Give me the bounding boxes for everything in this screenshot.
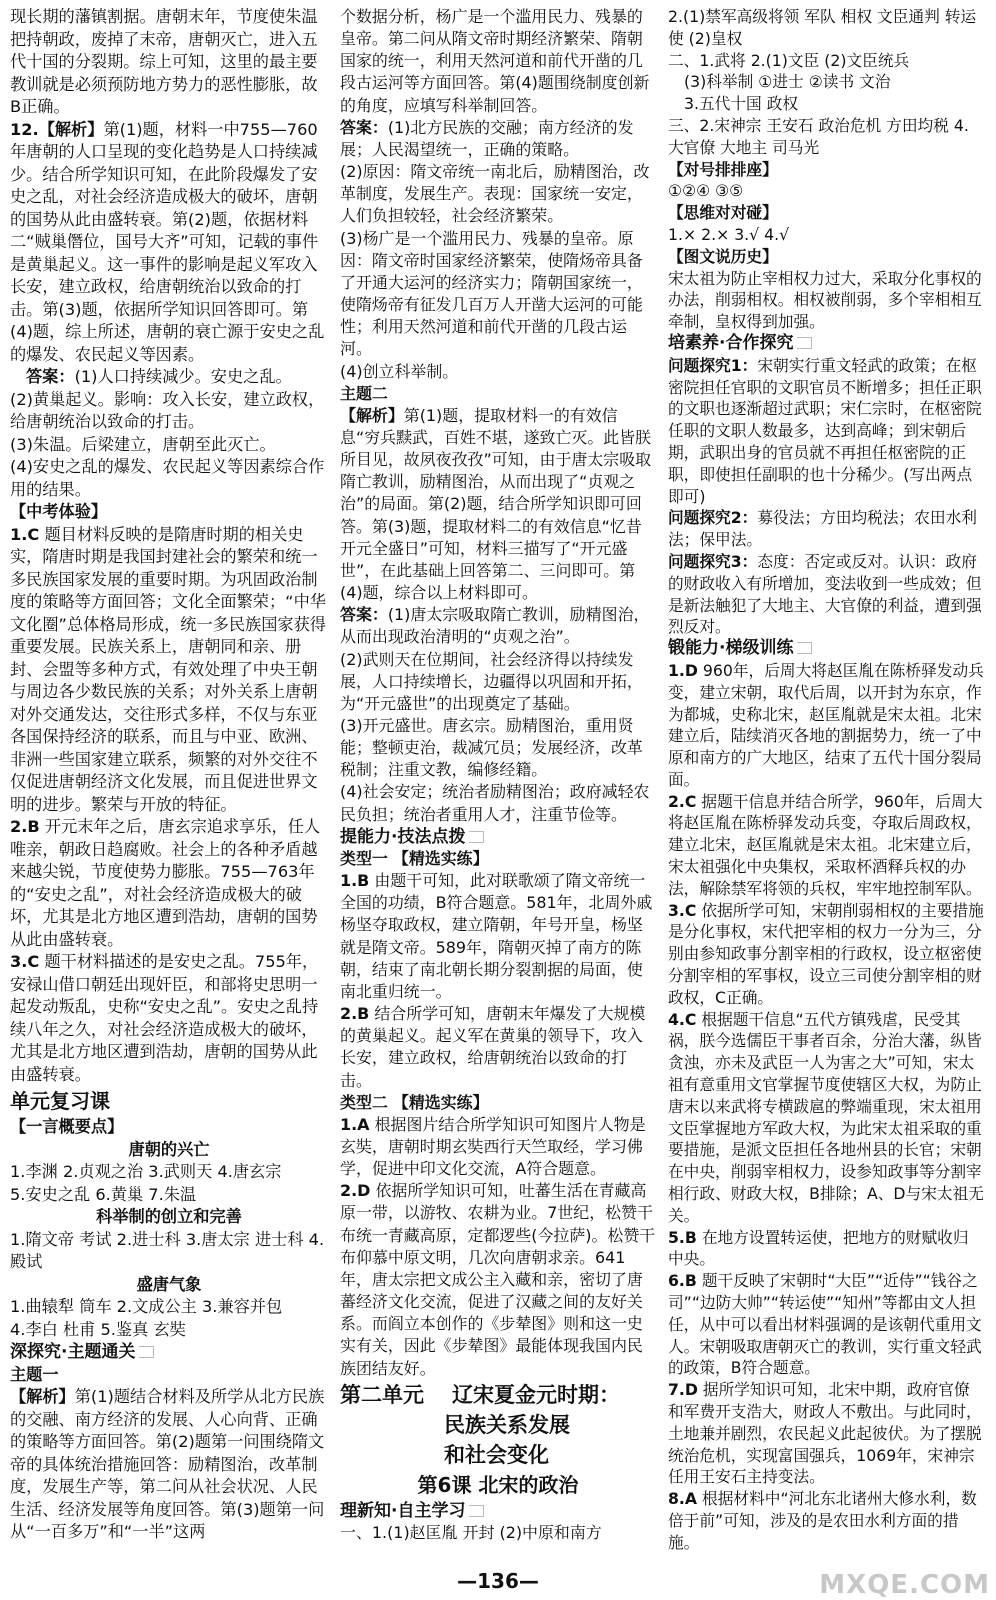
fill-line: (3)科举制 ①进士 ②读书 文治 <box>684 72 891 92</box>
review-title: 单元复习课 <box>10 1089 110 1113</box>
type-one: 类型一 【精选实练】 <box>340 848 489 868</box>
answer-line: (3)杨广是一个滥用民力、残暴的皇帝。原因：隋文帝时国家经济繁荣，使隋炀帝具备了开通大运河的经济实力；隋朝国家统一，使隋炀帝有征发几百万人开凿大运河的可能性；利用天然河道和前代开凿的几段古运河。 <box>340 228 643 359</box>
zk-item-2: 2.B 开元末年之后，唐玄宗追求享乐，任人唯亲，朝政日趋腐败。社会上的各种矛盾越来越尖锐，节度使势力膨胀。755—763年的“安史之乱”，对社会经济造成极大的破坏，尤其是北方地区遭到浩劫，唐朝的国势从此由盛转衰。 <box>10 817 321 949</box>
answer-label: 答案： <box>26 367 75 386</box>
pair-answer: ①②④ ③⑤ <box>668 181 744 201</box>
fill-line: 一、1.(1)赵匡胤 开封 (2)中原和南方 <box>340 1522 602 1542</box>
think-answer: 1.× 2.× 3.√ 4.√ <box>668 224 790 244</box>
heading-tang: 唐朝的兴亡 <box>128 1139 210 1159</box>
zk-item-1: 1.C 题目材料反映的是隋唐时期的相关史实，隋唐时期是我国封建社会的繁荣和统一多民族国家发展的重要时期。为巩固政治制度的策略等方面回答；文化全面繁荣；“中华文化圈”总体格局形成，统一多民族国家获得重要发展。民族关系上，唐朝同和亲、册封、会盟等多种方式，有效处理了中央王朝与周边各少数民族的关系；对外关系上唐朝对外交通发达，交往形式多样，不仅与东亚各国保持经济的联系，而且与中亚、欧洲、非洲一些国家建立联系，频繁的对外交往不仅促进唐朝经济文化发展，而且促进世界文明的进步。繁荣与开放的特征。 <box>10 524 326 814</box>
explore-item: 问题探究3：态度：否定或反对。认识：政府的财政收入有所增加，变法收到一些成效；但是新法触犯了大地主、大官僚的利益，遭到强烈反对。 <box>668 551 982 637</box>
column-middle <box>340 6 656 1544</box>
answer-line: (4)安史之乱的爆发、农民起义等因素综合作用的结果。 <box>10 457 325 499</box>
section-skill: 提能力·技法点拨 <box>340 826 656 848</box>
analysis-text: 第(1)题，材料一中755—760年唐朝的人口呈现的变化趋势是人口持续减少。结合所学知识可知，在此阶段爆发了安史之乱，对社会经济造成极大的破坏，唐朝的国势从此由盛转衰。第(2)题，依据材料二“贼巢僭位，国号大齐”可知，记载的事件是黄巢起义。这一事件的影响是起义军攻入长安，建立政权，给唐朝统治以致命的打击。第(3)题，依据所学知识回答即可。第(4)题，综上所述，唐朝的衰亡源于安史之乱的爆发、农民起义等因素。 <box>10 119 325 364</box>
summary-line: 5.安史之乱 6.黄巢 7.朱温 <box>10 1184 197 1204</box>
explore-item: 问题探究2：募役法；方田均税法；农田水利法；保甲法。 <box>668 508 977 550</box>
arrow-icon <box>139 1346 154 1358</box>
heading-keju: 科举制的创立和完善 <box>96 1207 242 1226</box>
column-right <box>668 6 984 1554</box>
section-zhongkao: 【中考体验】 <box>10 502 108 521</box>
answer-line: (4)社会安定；统治者励精图治；政府减轻农民负担；统治者重用人才，注重节俭等。 <box>340 782 650 824</box>
picture-text: 宋太祖为防止宰相权力过大，采取分化事权的办法，削弱相权。相权被削弱，多个宰相相互牵制，皇权得到加强。 <box>668 268 982 332</box>
section-training: 锻能力·梯级训练 <box>668 638 984 660</box>
fill-line: 三、2.宋神宗 王安石 政治危机 方田均税 4.大官僚 大地主 司马光 <box>668 115 969 157</box>
answer-line: (4)创立科举制。 <box>340 361 459 381</box>
answer-line: (2)黄巢起义。影响：攻入长安，建立政权，给唐朝统治以致命的打击。 <box>10 389 325 431</box>
answer-line: (3)开元盛世。唐玄宗。励精图治，重用贤能；整顿吏治，裁减冗员；发展经济，改革税制；注重文教，编修经籍。 <box>340 716 643 780</box>
training-item: 6.B 题干反映了宋朝时“大臣”“近侍”“钱谷之司”“边防大帅”“转运使”“知州”等都由文人担任，从中可以看出材料强调的是该朝代重用文人。宋朝吸取唐朝灭亡的教训，实行重文轻武的政策，B符合题意。 <box>668 1271 982 1378</box>
answer-line: (3)朱温。后梁建立，唐朝至此灭亡。 <box>10 434 276 454</box>
arrow-icon <box>469 1505 484 1517</box>
answer-line: 答案：(1)人口持续减少。安史之乱。 <box>26 367 292 386</box>
training-item: 8.A 根据材料中“河北东北诸州大修水利，数倍于前”可知，涉及的是农田水利方面的措施。 <box>668 1489 977 1552</box>
training-item: 4.C 根据题干信息“五代方镇残虐，民受其祸，朕今选儒臣干事者百余，分治大藩，纵皆贪浊，亦未及武臣一人为害之大”可知，宋太祖有意重用文官掌握节度使辖区大权，为防止唐末以来武将专横跋扈的弊端重现，宋太祖用文臣掌握地方军政大权，为此宋太祖采取的重要措施，是派文臣担任各地州县的长官；宋朝在中央，削弱宰相权力，设参知政事等分割宰相行政、财政大权，B排除；A、D与宋太祖无关。 <box>668 1009 984 1225</box>
skill-item: 1.B 由题干可知，此对联歌颂了隋文帝统一全国的功绩，B符合题意。581年，北周外戚杨坚夺取政权，建立隋朝，年号开皇，杨坚就是隋文帝。589年，隋朝灭掉了南方的陈朝，结束了南北朝长期分裂割据的局面，使南北重归统一。 <box>340 871 653 1001</box>
section-deep-explore: 深探究·主题通关 <box>10 1341 328 1364</box>
pair-title: 【对号排排座】 <box>668 159 778 179</box>
topic-one: 主题一 <box>10 1364 59 1384</box>
fill-line: 二、1.武将 2.(1)文臣 (2)文臣统兵 <box>668 50 910 70</box>
summary-line: 1.曲辕犁 筒车 2.文成公主 3.兼容并包 <box>10 1297 283 1316</box>
topic-one-analysis: 【解析】第(1)题结合材料及所学从北方民族的交融、南方经济的发展、人心向背、正确的策略等方面回答。第(2)题第一问围绕隋文帝的具体统治措施回答：励精图治，改革制度，发展生产等，第二问从社会状况、人民生活、经济发展等角度回答。第(3)题第一问从“一百多万”和“一半”这两 <box>10 1387 325 1541</box>
type-two: 类型二 【精选实练】 <box>340 1092 489 1112</box>
paragraph: 现长期的藩镇割据。唐朝末年，节度使朱温把持朝政，废掉了末帝，唐朝灭亡，进入五代十国的分裂期。综上可知，这里的最主要教训就是必须预防地方势力的恶性膨胀，故B正确。 <box>10 7 318 116</box>
section-new-knowledge: 理新知·自主学习 <box>340 1500 656 1522</box>
paragraph: 个数据分析，杨广是一个滥用民力、残暴的皇帝。第二问从隋文帝时期经济繁荣、隋朝国家的统一，利用天然河道和前代开凿的几段古运河等方面回答。第(4)题围绕制度创新的角度，应填写科举制回答。 <box>340 7 650 115</box>
training-item: 5.B 在地方设置转运使，把地方的财赋收归中央。 <box>668 1227 969 1269</box>
answer-line: (2)武则天在位期间，社会经济得以持续发展，人口持续增长，边疆得以巩固和开拓，为“开元盛世”的出现奠定了基础。 <box>340 649 643 713</box>
training-item: 7.D 据所学知识可知，北宋中期，政府官僚和军费开支浩大，财政人不敷出。与此同时，土地兼并剧烈，农民起义此起彼伏。为了摆脱统治危机，实现富国强兵，1069年，宋神宗任用王安石主持变法。 <box>668 1380 982 1487</box>
arrow-icon <box>797 337 812 349</box>
fill-line: 3.五代十国 政权 <box>684 94 799 114</box>
summary-title: 【一言概要点】 <box>10 1117 124 1136</box>
answer-line: 答案：(1)唐太宗吸取隋亡教训，励精图治，从而出现政治清明的“贞观之治”。 <box>340 605 650 647</box>
question-12 <box>10 119 328 367</box>
skill-item: 2.B 结合所学可知，唐朝末年爆发了大规模的黄巢起义。起义军在黄巢的领导下，攻入长安，建立政权，给唐朝统治以致命的打击。 <box>340 1004 646 1090</box>
column-left <box>10 6 328 1544</box>
topic-two-analysis: 【解析】第(1)题，提取材料一的有效信息“穷兵黩武，百姓不堪，遂致亡灭。此皆朕所目见，故夙夜孜孜”可知，由于唐太宗吸取隋亡教训，励精图治，从而出现了“贞观之治”的局面。第(2)题，结合所学知识即可回答。第(3)题，提取材料二的有效信息“忆昔开元全盛日”可知，材料三描写了“开元盛世”，在此基础上回答第二、三问即可。第(4)题，综合以上材料即可。 <box>340 405 652 603</box>
skill-item: 2.D 依据所学知识可知，吐蕃生活在青藏高原一带，以游牧、农耕为业。7世纪，松赞干布统一青藏高原，定都逻些(今拉萨)。松赞干布仰慕中原文明，几次向唐朝求亲。641年，唐太宗把文成公主入藏和亲，密切了唐蕃经济文化交流，促进了汉藏之间的友好关系。而阎立本创作的《步辇图》则和这一史实有关，因此《步辇图》最能体现我国内民族团结友好。 <box>340 1181 656 1378</box>
answer-line: 答案：(1)北方民族的交融；南方经济的发展；人民渴望统一，正确的策略。 <box>340 117 634 159</box>
topic-two: 主题二 <box>340 383 388 403</box>
training-item: 2.C 据题干信息并结合所学，960年，后周大将赵匡胤在陈桥驿发动兵变，夺取后周政权，建立北宋，赵匡胤就是宋太祖。北宋建立后，宋太祖强化中央集权，采取杯酒释兵权的办法，解除禁军将领的兵权，牢牢地控制军队。 <box>668 791 983 898</box>
question-number: 12. <box>10 119 39 139</box>
fill-line: 2.(1)禁军高级将领 军队 相权 文臣通判 转运使 (2)皇权 <box>668 7 977 48</box>
arrow-icon <box>469 831 484 843</box>
summary-line: 1.隋文帝 考试 2.进士科 3.唐太宗 进士科 4.殿试 <box>10 1229 325 1271</box>
summary-line: 4.李白 杜甫 5.鉴真 玄奘 <box>10 1319 186 1339</box>
analysis-tag: 【解析】 <box>38 119 104 139</box>
zk-item-3: 3.C 题干材料描述的是安史之乱。755年，安禄山借口朝廷出现奸臣，和部将史思明一起发动叛乱，史称“安史之乱”。安史之乱持续八年之久，对社会经济造成极大的破坏，尤其是北方地区遭到浩劫，唐朝的国势从此由盛转衰。 <box>10 952 319 1084</box>
explore-item: 问题探究1：宋朝实行重文轻武的政策；在枢密院担任官职的文职官员不断增多；担任正职的文职也逐渐超过武职；宋仁宗时，在枢密院任职的文职人数最多，达到高峰；到宋朝后期，武职出身的官员就不再担任枢密院的正职，即使担任副职的也十分稀少。(写出两点即可) <box>668 355 982 506</box>
heading-shengtang: 盛唐气象 <box>136 1274 202 1294</box>
answer-line: (2)原因：隋文帝统一南北后，励精图治，改革制度，发展生产。表现：国家统一安定，人们负担较轻，社会经济繁荣。 <box>340 162 650 226</box>
summary-line: 1.李渊 2.贞观之治 3.武则天 4.唐玄宗 <box>10 1162 282 1181</box>
skill-item: 1.A 根据图片结合所学知识可知图片人物是玄奘，唐朝时期玄奘西行天竺取经，学习佛学，促进中印文化交流，A符合题意。 <box>340 1114 646 1179</box>
watermark: MXQE.COM <box>819 1569 990 1600</box>
page-number: —136— <box>457 1568 539 1593</box>
unit-title: 第二单元 辽宋夏金元时期： 民族关系发展 和社会变化 <box>340 1382 620 1467</box>
lesson-title: 第6课 北宋的政治 <box>417 1472 579 1497</box>
training-item: 1.D 960年，后周大将赵匡胤在陈桥驿发动兵变，建立宋朝，取代后周，以开封为东京，作为都城，史称北宋，赵匡胤就是宋太祖。北宋建立后，陆续消灭各地的割据势力，统一了中原和南方的广大地区，结束了五代十国分裂局面。 <box>668 660 984 789</box>
training-item: 3.C 依据所学可知，宋朝削弱相权的主要措施是分化事权，宋代把宰相的权力一分为三，分别由参知政事分割宰相的行政权，设立枢密使分割宰相的军事权，设立三司使分割宰相的财政权，C正确。 <box>668 900 984 1007</box>
think-title: 【思维对对碰】 <box>668 203 778 223</box>
section-cultivate: 培素养·合作探究 <box>668 333 984 355</box>
arrow-icon <box>797 642 812 654</box>
picture-title: 【图文说历史】 <box>668 246 778 266</box>
